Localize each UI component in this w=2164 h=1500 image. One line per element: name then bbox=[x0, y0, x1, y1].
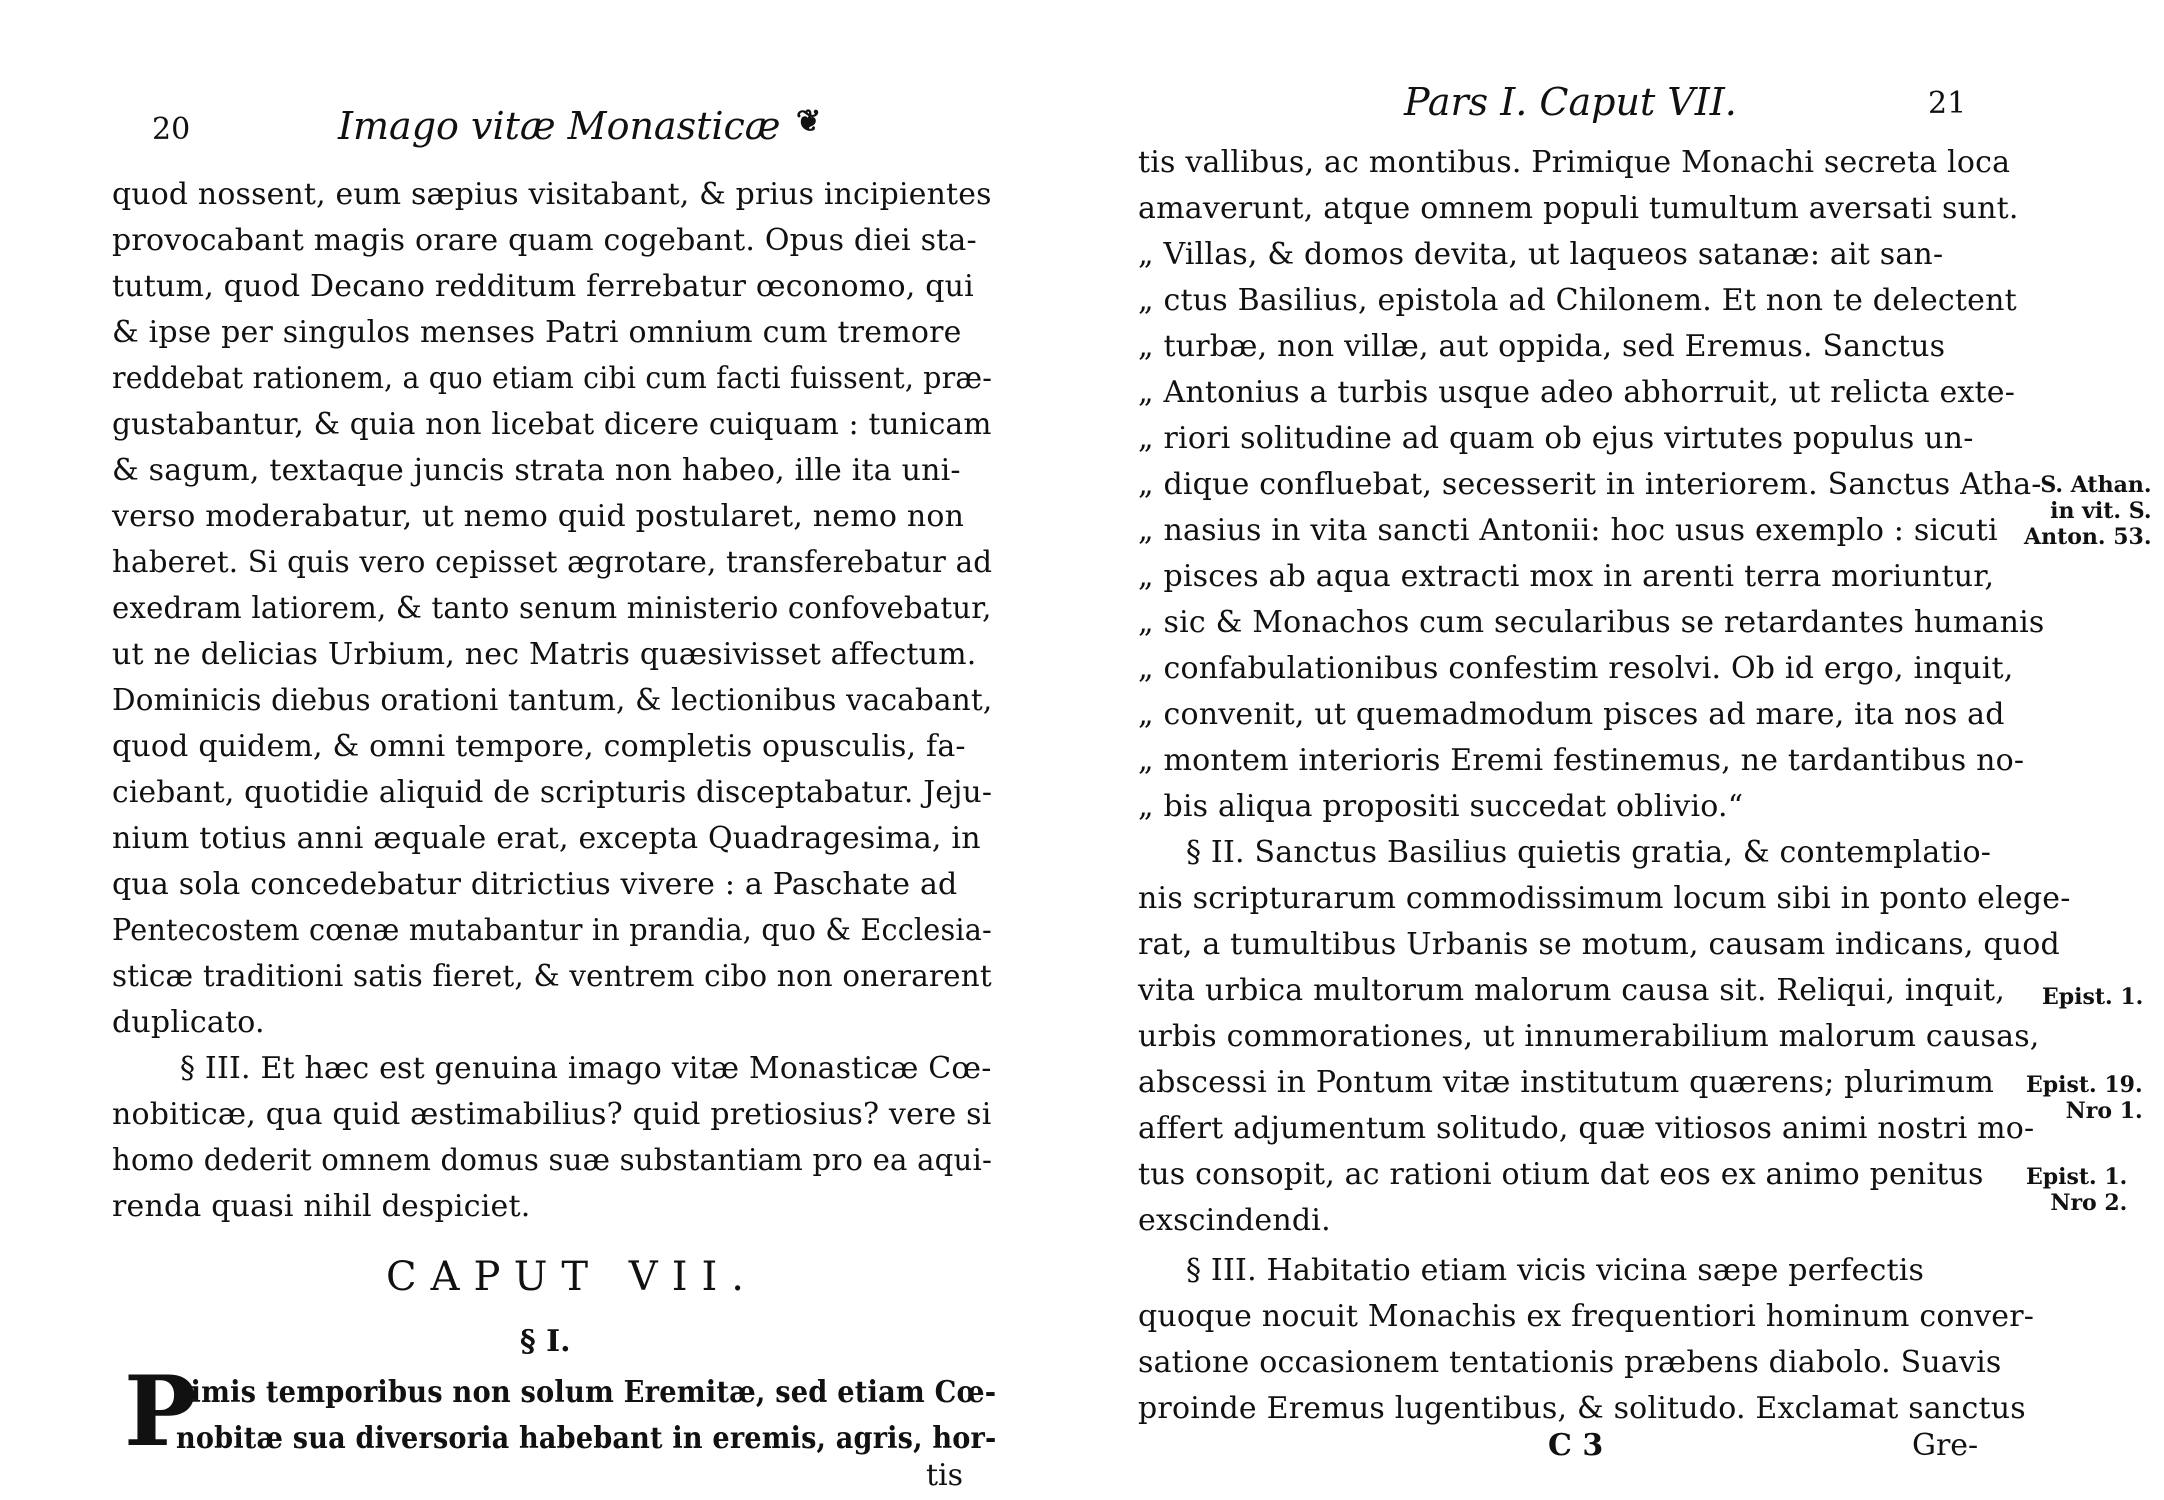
text-line: homo dederit omnem domus suæ substantiam pro ea aqui- bbox=[112, 1143, 993, 1178]
text-line: nobitæ sua diversoria habebant in eremis, agris, hor- bbox=[176, 1421, 997, 1456]
text-line: „ sic & Monachos cum secularibus se retardantes humanis bbox=[1138, 605, 2045, 640]
dropcap-letter: P bbox=[124, 1355, 197, 1468]
text-line: „ bis aliqua propositi succedat oblivio.“ bbox=[1138, 789, 1744, 824]
text-line: tutum, quod Decano redditum ferrebatur œconomo, qui bbox=[112, 269, 974, 304]
margin-note-line: Anton. 53. bbox=[2024, 524, 2152, 550]
margin-note-line: Nro 1. bbox=[2065, 1098, 2143, 1124]
text-line: „ pisces ab aqua extracti mox in arenti terra moriuntur, bbox=[1138, 559, 1995, 594]
right-page bbox=[1082, 0, 2164, 1500]
text-line: „ convenit, ut quemadmodum pisces ad mare, ita nos ad bbox=[1138, 697, 2005, 732]
margin-note-epist-1 bbox=[2042, 984, 2143, 1010]
text-line: exedram latiorem, & tanto senum ministerio confovebatur, bbox=[112, 591, 992, 626]
text-line: & ipse per singulos menses Patri omnium cum tremore bbox=[112, 315, 962, 350]
signature-mark: C 3 bbox=[1548, 1428, 1604, 1463]
text-line: exscindendi. bbox=[1138, 1203, 1331, 1238]
text-line: affert adjumentum solitudo, quæ vitiosos animi nostri mo- bbox=[1138, 1111, 2035, 1146]
text-line: „ nasius in vita sancti Antonii: hoc usus exemplo : sicuti bbox=[1138, 513, 1998, 548]
text-line: ut ne delicias Urbium, nec Matris quæsivisset affectum. bbox=[112, 637, 977, 672]
text-line: proinde Eremus lugentibus, & solitudo. Exclamat sanctus bbox=[1138, 1391, 2026, 1426]
margin-note-epist-19 bbox=[2026, 1072, 2143, 1124]
text-line: gustabantur, & quia non licebat dicere cuiquam : tunicam bbox=[112, 407, 992, 442]
section-1-heading: § I. bbox=[520, 1324, 571, 1359]
right-running-head: Pars I. Caput VII. bbox=[1404, 80, 1737, 124]
text-line: „ confabulationibus confestim resolvi. Ob id ergo, inquit, bbox=[1138, 651, 2014, 686]
text-line: quoque nocuit Monachis ex frequentiori hominum conver- bbox=[1138, 1299, 2035, 1334]
right-page-number: 21 bbox=[1928, 86, 1967, 121]
margin-note-line: in vit. S. bbox=[2050, 498, 2152, 524]
text-line: „ dique confluebat, secesserit in interiorem. Sanctus Atha- bbox=[1138, 467, 2042, 502]
margin-note-line: Epist. 19. bbox=[2026, 1072, 2143, 1098]
text-line: „ ctus Basilius, epistola ad Chilonem. Et non te delectent bbox=[1138, 283, 2017, 318]
text-line: reddebat rationem, a quo etiam cibi cum facti fuissent, præ- bbox=[112, 361, 992, 396]
text-line: Dominicis diebus orationi tantum, & lectionibus vacabant, bbox=[112, 683, 993, 718]
text-line: & sagum, textaque juncis strata non habeo, ille ita uni- bbox=[112, 453, 961, 488]
left-page-number: 20 bbox=[152, 112, 191, 147]
text-line: ciebant, quotidie aliquid de scripturis disceptabatur. Jeju- bbox=[112, 775, 993, 810]
text-line: nobiticæ, qua quid æstimabilius? quid pretiosius? vere si bbox=[112, 1097, 992, 1132]
text-line: urbis commorationes, ut innumerabilium malorum causas, bbox=[1138, 1019, 2040, 1054]
text-line: nis scripturarum commodissimum locum sibi in ponto elege- bbox=[1138, 881, 2071, 916]
text-line: abscessi in Pontum vitæ institutum quærens; plurimum bbox=[1138, 1065, 1995, 1100]
text-line: amaverunt, atque omnem populi tumultum aversati sunt. bbox=[1138, 191, 2019, 226]
text-line: rat, a tumultibus Urbanis se motum, causam indicans, quod bbox=[1138, 927, 2060, 962]
left-running-head: Imago vitæ Monasticæ bbox=[338, 104, 781, 148]
chapter-title: CAPUT VII. bbox=[386, 1254, 759, 1300]
text-line: quod quidem, & omni tempore, completis opusculis, fa- bbox=[112, 729, 966, 764]
ornament-mark-icon: ❦ bbox=[796, 104, 822, 139]
text-line: vita urbica multorum malorum causa sit. Reliqui, inquit, bbox=[1138, 973, 2005, 1008]
section-2-first-line: § II. Sanctus Basilius quietis gratia, & contemplatio- bbox=[1186, 835, 1992, 870]
text-line: haberet. Si quis vero cepisset ægrotare, transferebatur ad bbox=[112, 545, 993, 580]
margin-note-athanasius bbox=[2024, 472, 2152, 550]
section-3-first-line: § III. Et hæc est genuina imago vitæ Monasticæ Cœ- bbox=[180, 1051, 992, 1086]
text-line: duplicato. bbox=[112, 1005, 265, 1040]
text-line: „ riori solitudine ad quam ob ejus virtutes populus un- bbox=[1138, 421, 1974, 456]
text-line: „ Antonius a turbis usque adeo abhorruit, ut relicta exte- bbox=[1138, 375, 2016, 410]
text-line: „ turbæ, non villæ, aut oppida, sed Eremus. Sanctus bbox=[1138, 329, 1946, 364]
margin-note-line: Nro 2. bbox=[2050, 1190, 2128, 1216]
text-line: satione occasionem tentationis præbens diabolo. Suavis bbox=[1138, 1345, 2002, 1380]
text-line: provocabant magis orare quam cogebant. Opus diei sta- bbox=[112, 223, 977, 258]
text-line: Pentecostem cœnæ mutabantur in prandia, quo & Ecclesia- bbox=[112, 913, 992, 948]
text-line: tis vallibus, ac montibus. Primique Monachi secreta loca bbox=[1138, 145, 2011, 180]
margin-note-line: Epist. 1. bbox=[2042, 984, 2144, 1010]
left-catchword: tis bbox=[926, 1458, 964, 1493]
text-line: renda quasi nihil despiciet. bbox=[112, 1189, 531, 1224]
text-line: rimis temporibus non solum Eremitæ, sed etiam Cœ- bbox=[176, 1375, 997, 1410]
right-catchword: Gre- bbox=[1912, 1428, 1979, 1463]
text-line: nium totius anni æquale erat, excepta Quadragesima, in bbox=[112, 821, 981, 856]
text-line: sticæ traditioni satis fieret, & ventrem cibo non onerarent bbox=[112, 959, 992, 994]
text-line: „ Villas, & domos devita, ut laqueos satanæ: ait san- bbox=[1138, 237, 1944, 272]
margin-note-line: S. Athan. bbox=[2040, 472, 2152, 498]
margin-note-line: Epist. 1. bbox=[2026, 1164, 2128, 1190]
text-line: qua sola concedebatur ditrictius vivere : a Paschate ad bbox=[112, 867, 958, 902]
text-line: „ montem interioris Eremi festinemus, ne tardantibus no- bbox=[1138, 743, 2025, 778]
section-3-first-line: § III. Habitatio etiam vicis vicina sæpe perfectis bbox=[1186, 1253, 1925, 1288]
text-line: verso moderabatur, ut nemo quid postularet, nemo non bbox=[112, 499, 965, 534]
margin-note-epist-1-nro-2 bbox=[2026, 1164, 2127, 1216]
text-line: tus consopit, ac rationi otium dat eos ex animo penitus bbox=[1138, 1157, 1984, 1192]
text-line: quod nossent, eum sæpius visitabant, & prius incipientes bbox=[112, 177, 992, 212]
